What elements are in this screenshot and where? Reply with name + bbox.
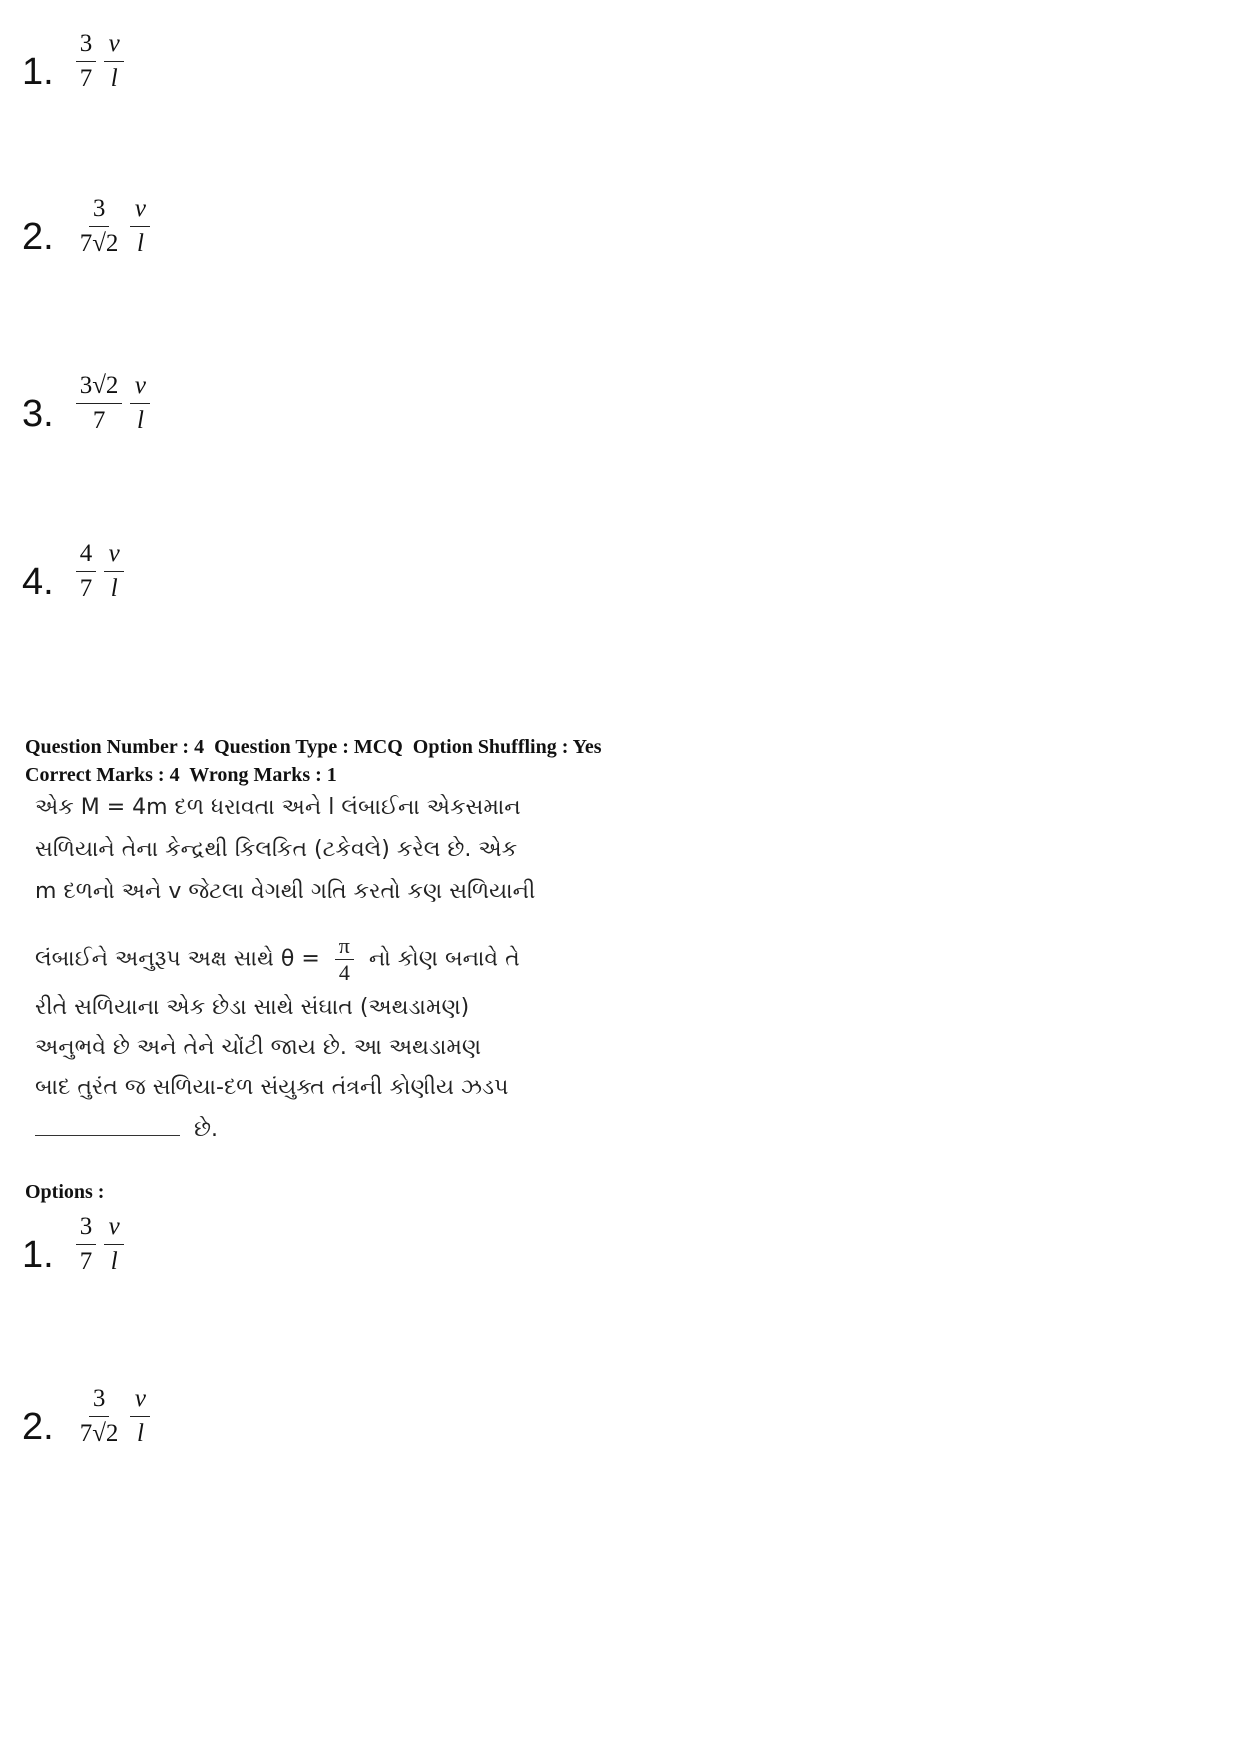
answer-blank [35, 1135, 180, 1136]
question-header: Question Number : 4 Question Type : MCQ Option Shuffling : Yes [25, 736, 602, 758]
option-number: 2. [22, 216, 54, 258]
question-line: રીતે સળિયાના એક છેડા સાથે સંઘાત (અથડામણ) [35, 995, 470, 1020]
option-2[interactable] [22, 195, 158, 258]
velocity-length-fraction: $\frac{v}{l}$ [104, 540, 124, 603]
option-number: 4. [22, 561, 54, 603]
coefficient-fraction: $\frac{3}{7}$ [76, 30, 97, 93]
velocity-length-fraction: $\frac{v}{l}$ [104, 30, 124, 93]
coefficient-fraction: $\frac{3√2}{7}$ [76, 372, 123, 435]
option-number: 1. [22, 1234, 54, 1276]
velocity-length-fraction: $\frac{v}{l}$ [130, 1385, 150, 1448]
coefficient-fraction: $\frac{3}{7√2}$ [79, 195, 119, 257]
velocity-length-fraction: $\frac{v}{l}$ [130, 195, 150, 258]
question-line: બાદ તુરંત જ સળિયા-દળ સંયુક્ત તંત્રની કોણીય ઝડપ [35, 1075, 509, 1100]
option-1[interactable] [22, 1213, 132, 1276]
marks-info: Correct Marks : 4 Wrong Marks : 1 [25, 764, 337, 786]
question-line: અનુભવે છે અને તેને ચોંટી જાય છે. આ અથડામણ [35, 1035, 482, 1060]
option-4[interactable] [22, 540, 132, 603]
coefficient-fraction: $\frac{3}{7√2}$ [79, 1385, 119, 1447]
option-1[interactable] [22, 30, 132, 93]
option-3[interactable] [22, 372, 158, 435]
coefficient-fraction: $\frac{3}{7}$ [76, 1213, 97, 1276]
velocity-length-fraction: $\frac{v}{l}$ [130, 372, 150, 435]
options-label: Options : [25, 1181, 105, 1203]
theta-fraction: $\frac{\pi}{4}$ [335, 933, 354, 986]
coefficient-fraction: $\frac{4}{7}$ [76, 540, 97, 603]
question-line: એક M = 4m દળ ધરાવતા અને l લંબાઈના એકસમાન [35, 795, 521, 820]
option-number: 1. [22, 51, 54, 93]
question-line-with-angle: લંબાઈને અનુરૂપ અક્ષ સાથે θ = $\frac{\pi}{4}$ નો કોણ બનાવે તે [35, 933, 520, 985]
velocity-length-fraction: $\frac{v}{l}$ [104, 1213, 124, 1276]
question-line: m દળનો અને v જેટલા વેગથી ગતિ કરતો કણ સળિયાની [35, 879, 536, 904]
question-line-with-blank: છે. [35, 1117, 218, 1142]
option-number: 3. [22, 393, 54, 435]
option-2[interactable] [22, 1385, 158, 1448]
option-number: 2. [22, 1406, 54, 1448]
question-line: સળિયાને તેના કેન્દ્રથી કિલકિત (ટકેવલે) કરેલ છે. એક [35, 837, 518, 862]
